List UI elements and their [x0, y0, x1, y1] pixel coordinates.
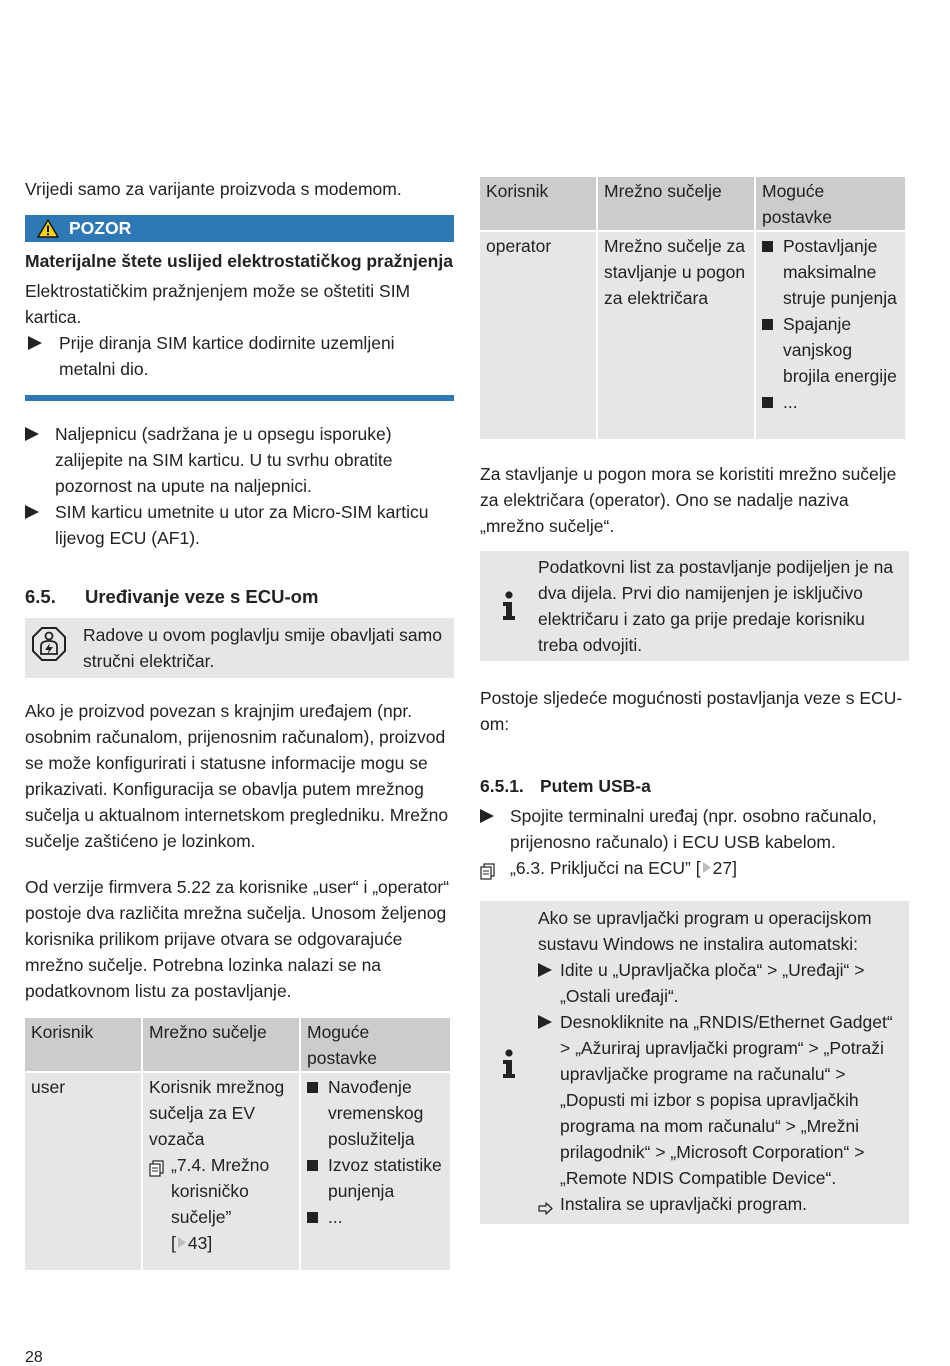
table-row — [480, 232, 905, 439]
arrow-bullet-icon — [538, 1015, 552, 1029]
document-reference-icon — [149, 1160, 164, 1177]
column-header: Moguće postavke — [301, 1018, 450, 1071]
page-number: 28 — [25, 1349, 43, 1366]
reference-page: 43] — [187, 1233, 213, 1253]
document-reference-icon — [480, 863, 495, 880]
list-item — [538, 957, 899, 1009]
page-pointer-icon — [703, 862, 711, 873]
result-text: Instalira se upravljački program. — [560, 1194, 808, 1214]
column-header: Korisnik — [25, 1018, 141, 1071]
list-item — [480, 803, 909, 855]
paragraph: Ako je proizvod povezan s krajnjim uređajem (npr. osobnim računalom, prijenosnim računalom), proizvod se može konfigurirati i statusne informacije mogu se prikazivati. Konfiguracija se obavlja putem mrežnog sučelja u aktualnom internetskom pregledniku. Mrežno sučelje zaštićeno je lozinkom. — [25, 701, 449, 851]
square-bullet-icon — [762, 397, 773, 408]
notice-text: Radove u ovom poglavlju smije obavljati samo stručni električar. — [83, 625, 442, 671]
warning-divider — [25, 395, 454, 401]
info-icon — [500, 1049, 518, 1079]
paragraph: Od verzije firmvera 5.22 za korisnike „user“ i „operator“ postoje dva različita mrežna sučelja. Unosom željenog korisnika prilikom prijave otvara se odgovarajuće mrežno sučelje. Potrebna lozinka nalazi se na podatkovnom listu za postavljanje. — [25, 877, 450, 1001]
subsection-heading — [480, 773, 909, 799]
list-item — [307, 1152, 444, 1204]
electrician-icon — [31, 626, 67, 662]
info-note — [480, 551, 909, 661]
square-bullet-icon — [762, 241, 773, 252]
list-item — [538, 1009, 899, 1191]
list-item — [307, 1204, 444, 1230]
list-item — [307, 1074, 444, 1152]
table-cell: user — [25, 1073, 141, 1270]
info-icon — [500, 591, 518, 621]
arrow-bullet-icon — [538, 963, 552, 977]
warning-body: Elektrostatičkim pražnjenjem može se oštetiti SIM kartica. — [25, 281, 411, 327]
step-text: Spojite terminalni uređaj (npr. osobno računalo, prijenosno računalo) i ECU USB kabelom. — [510, 806, 877, 852]
option-text: Izvoz statistike punjenja — [328, 1155, 442, 1201]
user-table — [23, 1016, 452, 1272]
square-bullet-icon — [307, 1212, 318, 1223]
interface-text: Korisnik mrežnog sučelja za EV vozača — [149, 1077, 285, 1149]
option-text: Spajanje vanjskog brojila energije — [783, 314, 897, 386]
subsection-number: 6.5.1. — [480, 776, 524, 796]
paragraph: Za stavljanje u pogon mora se koristiti mrežno sučelje za električara (operator). Ono se nadalje naziva „mrežno sučelje“. — [480, 464, 897, 536]
step-text: SIM karticu umetnite u utor za Micro-SIM karticu lijevog ECU (AF1). — [55, 502, 429, 548]
option-text: Navođenje vremenskog poslužitelja — [328, 1077, 424, 1149]
reference-page: 27] — [712, 858, 737, 878]
warning-step-text: Prije diranja SIM kartice dodirnite uzemljeni metalni dio. — [59, 333, 395, 379]
reference-bracket: [ — [695, 858, 701, 878]
warning-box — [25, 215, 454, 401]
electrician-notice — [25, 618, 454, 678]
step-text: Naljepnicu (sadržana je u opsegu isporuke) zalijepite na SIM karticu. U tu svrhu obratite pozornost na upute na naljepnici. — [55, 424, 393, 496]
warning-triangle-icon — [37, 219, 59, 238]
reference-bracket: [ — [171, 1233, 176, 1253]
list-item — [25, 499, 454, 551]
table-cell: operator — [480, 232, 596, 439]
operator-table — [478, 175, 907, 441]
cross-reference[interactable] — [149, 1152, 293, 1256]
info-text: Podatkovni list za postavljanje podijeljen je na dva dijela. Prvi dio namijenjen je isključivo električaru i zato ga prije predaje korisniku treba odvojiti. — [538, 557, 894, 655]
right-column — [480, 176, 909, 1224]
table-cell: Mrežno sučelje za stavljanje u pogon za električara — [598, 232, 754, 439]
page-pointer-icon — [178, 1237, 186, 1248]
warning-step — [25, 330, 454, 382]
column-header: Korisnik — [480, 177, 596, 230]
paragraph: Postoje sljedeće mogućnosti postavljanja veze s ECU-om: — [480, 688, 903, 734]
column-header: Mrežno sučelje — [598, 177, 754, 230]
table-row — [25, 1073, 450, 1270]
reference-text: „7.4. Mrežno korisničko sučelje” — [171, 1155, 270, 1227]
step-text: Idite u „Upravljačka ploča“ > „Uređaji“ > „Ostali uređaji“. — [560, 960, 865, 1006]
table-header-row — [25, 1018, 450, 1071]
section-heading — [25, 584, 454, 610]
table-cell — [756, 232, 905, 439]
table-header-row — [480, 177, 905, 230]
warning-label: POZOR — [69, 218, 132, 238]
arrow-bullet-icon — [480, 809, 494, 823]
square-bullet-icon — [307, 1082, 318, 1093]
table-cell — [143, 1073, 299, 1270]
info-intro: Ako se upravljački program u operacijskom sustavu Windows ne instalira automatski: — [538, 908, 872, 954]
arrow-bullet-icon — [25, 505, 39, 519]
intro-text: Vrijedi samo za varijante proizvoda s modemom. — [25, 179, 402, 199]
section-title: Uređivanje veze s ECU-om — [85, 586, 319, 607]
list-item — [762, 389, 899, 415]
square-bullet-icon — [307, 1160, 318, 1171]
arrow-bullet-icon — [25, 427, 39, 441]
subsection-title: Putem USB-a — [540, 776, 651, 796]
table-cell — [301, 1073, 450, 1270]
section-number: 6.5. — [25, 586, 56, 607]
driver-info-note — [480, 901, 909, 1224]
warning-header — [25, 215, 454, 242]
reference-text: „6.3. Priključci na ECU” — [510, 858, 691, 878]
option-text: ... — [328, 1207, 343, 1227]
arrow-bullet-icon — [28, 336, 42, 350]
result-arrow-icon — [538, 1202, 553, 1215]
step-text: Desnokliknite na „RNDIS/Ethernet Gadget“ > „Ažuriraj upravljački program“ > „Potraži upravljačke programe na računalu“ > „Dopusti mi izbor s popisa upravljačkih programa na mom računalu“ > „Mrežni prilagodnik“ > „Microsoft Corporation“ > „Remote NDIS Compatible Device“. — [560, 1012, 893, 1188]
option-text: ... — [783, 392, 798, 412]
step-list — [25, 421, 454, 551]
list-item — [25, 421, 454, 499]
list-item — [762, 311, 899, 389]
warning-title: Materijalne štete uslijed elektrostatičkog pražnjenja — [25, 251, 453, 271]
list-item — [762, 233, 899, 311]
column-header: Moguće postavke — [756, 177, 905, 230]
column-header: Mrežno sučelje — [143, 1018, 299, 1071]
square-bullet-icon — [762, 319, 773, 330]
option-text: Postavljanje maksimalne struje punjenja — [783, 236, 897, 308]
result-item — [538, 1191, 899, 1222]
left-column — [25, 176, 454, 1272]
cross-reference[interactable] — [480, 855, 909, 887]
